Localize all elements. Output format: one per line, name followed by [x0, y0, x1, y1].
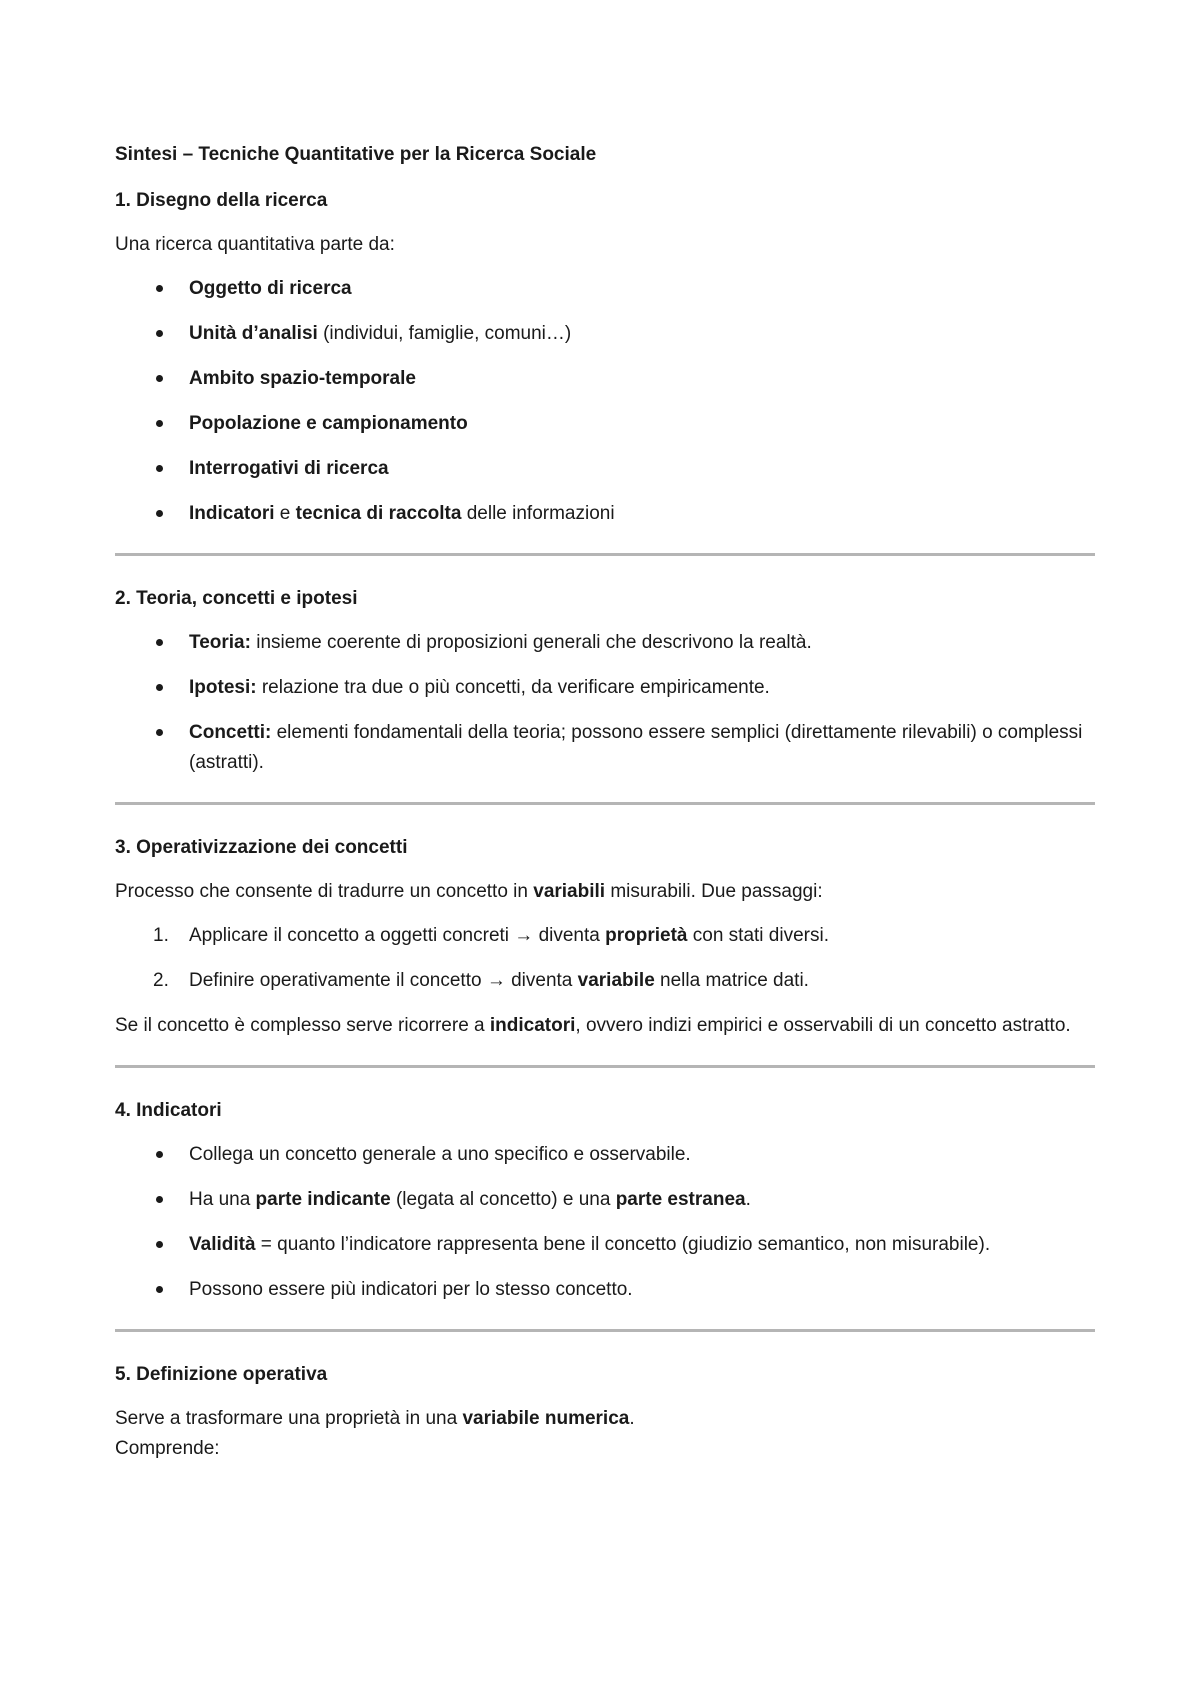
- bullet-icon: [156, 729, 163, 736]
- list-item: 1. Applicare il concetto a oggetti concreti → diventa proprietà con stati diversi.: [115, 921, 1095, 951]
- list-item: Popolazione e campionamento: [115, 409, 1095, 439]
- section-2-list: [115, 628, 1095, 778]
- bullet-icon: [156, 684, 163, 691]
- section-1-intro: Una ricerca quantitativa parte da:: [115, 234, 395, 255]
- list-item: Collega un concetto generale a uno specifico e osservabile.: [115, 1140, 1095, 1170]
- bullet-icon: [156, 375, 163, 382]
- section-3-heading: 3. Operativizzazione dei concetti: [115, 837, 408, 858]
- bullet-icon: [156, 1241, 163, 1248]
- step-number: 2.: [153, 970, 169, 991]
- step-number: 1.: [153, 925, 169, 946]
- list-item: Validità = quanto l’indicatore rappresenta bene il concetto (giudizio semantico, non misurabile).: [115, 1230, 1095, 1260]
- list-item: Ambito spazio-temporale: [115, 364, 1095, 394]
- document-body: [115, 140, 1095, 1478]
- list-item: Possono essere più indicatori per lo stesso concetto.: [115, 1275, 1095, 1305]
- list-item: Concetti: elementi fondamentali della teoria; possono essere semplici (direttamente rilevabili) o complessi (astratti).: [115, 718, 1095, 778]
- bullet-icon: [156, 1151, 163, 1158]
- section-5-comprende: Comprende:: [115, 1438, 220, 1459]
- bullet-icon: [156, 510, 163, 517]
- section-2-heading: 2. Teoria, concetti e ipotesi: [115, 588, 358, 609]
- section-1-list: [115, 274, 1095, 529]
- bullet-icon: [156, 420, 163, 427]
- section-3-intro: Processo che consente di tradurre un concetto in variabili misurabili. Due passaggi:: [115, 881, 823, 902]
- document-title: Sintesi – Tecniche Quantitative per la Ricerca Sociale: [115, 144, 597, 165]
- section-3-note: Se il concetto è complesso serve ricorrere a indicatori, ovvero indizi empirici e osservabili di un concetto astratto.: [115, 1015, 1071, 1036]
- list-item: 2. Definire operativamente il concetto → diventa variabile nella matrice dati.: [115, 966, 1095, 996]
- section-4-heading: 4. Indicatori: [115, 1100, 222, 1121]
- section-divider: [115, 1329, 1095, 1332]
- section-divider: [115, 1065, 1095, 1068]
- section-4-list: [115, 1140, 1095, 1305]
- bullet-icon: [156, 639, 163, 646]
- bullet-icon: [156, 1286, 163, 1293]
- section-divider: [115, 553, 1095, 556]
- bullet-icon: [156, 465, 163, 472]
- section-5-heading: 5. Definizione operativa: [115, 1364, 328, 1385]
- section-5-text: Serve a trasformare una proprietà in una variabile numerica.: [115, 1408, 635, 1429]
- list-item: Ipotesi: relazione tra due o più concetti, da verificare empiricamente.: [115, 673, 1095, 703]
- section-divider: [115, 802, 1095, 805]
- section-1-heading: 1. Disegno della ricerca: [115, 190, 328, 211]
- list-item: Ha una parte indicante (legata al concetto) e una parte estranea.: [115, 1185, 1095, 1215]
- bullet-icon: [156, 330, 163, 337]
- list-item: Unità d’analisi (individui, famiglie, comuni…): [115, 319, 1095, 349]
- list-item: Interrogativi di ricerca: [115, 454, 1095, 484]
- list-item: Indicatori e tecnica di raccolta delle informazioni: [115, 499, 1095, 529]
- bullet-icon: [156, 285, 163, 292]
- bullet-icon: [156, 1196, 163, 1203]
- list-item: Teoria: insieme coerente di proposizioni generali che descrivono la realtà.: [115, 628, 1095, 658]
- list-item: Oggetto di ricerca: [115, 274, 1095, 304]
- section-3-steps: [115, 921, 1095, 996]
